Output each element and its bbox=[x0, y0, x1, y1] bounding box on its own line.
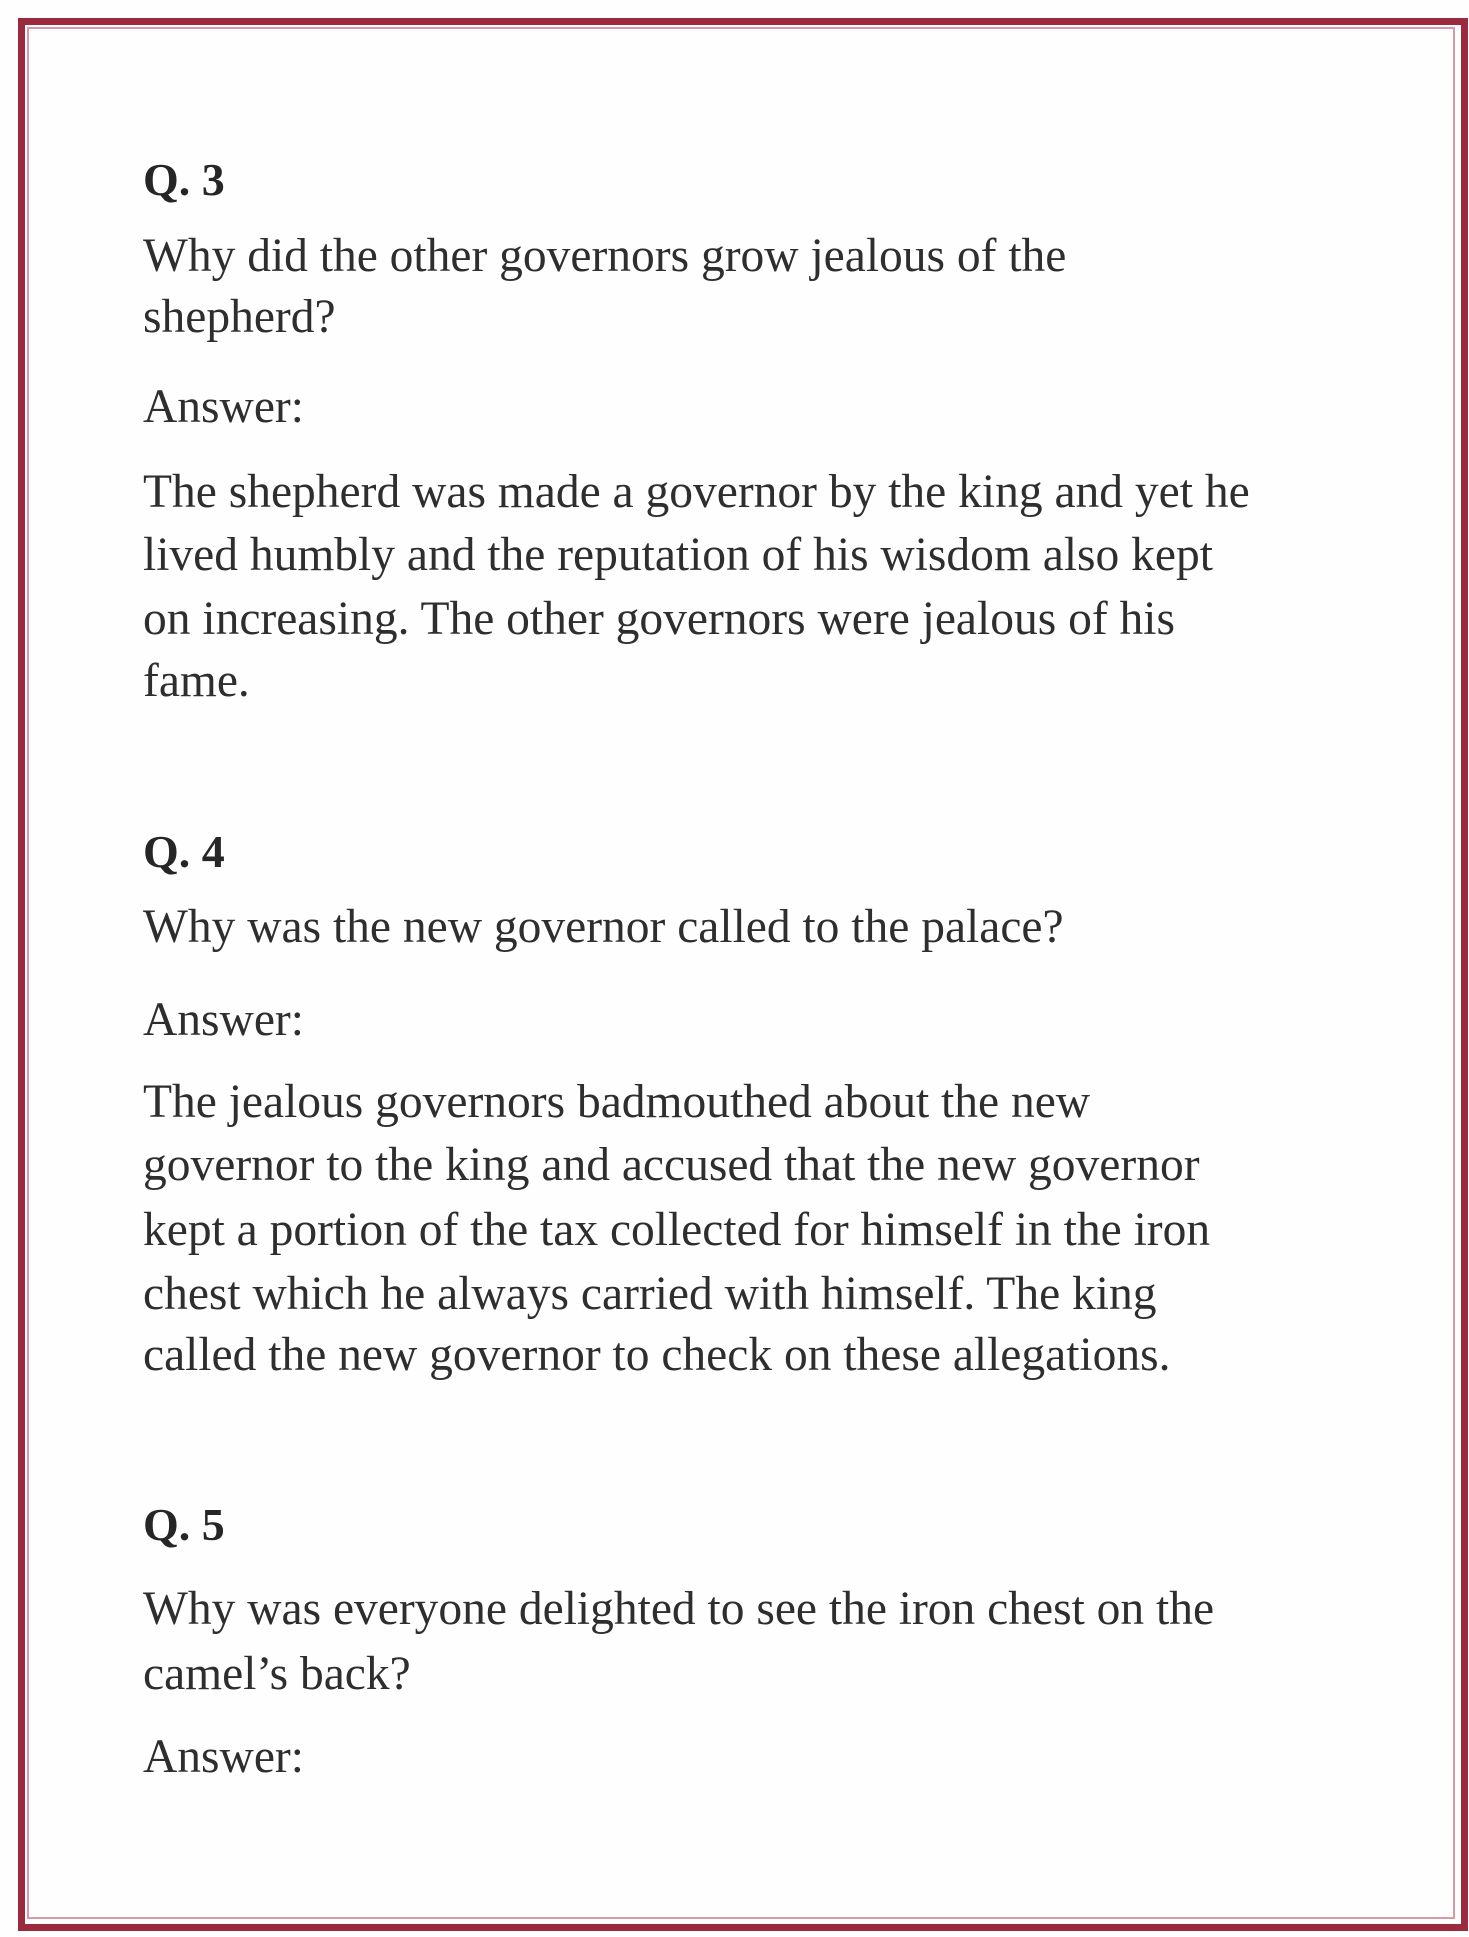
answer-text-line: kept a portion of the tax collected for himself in the iron bbox=[143, 1204, 1211, 1256]
question-number: Q. 3 bbox=[143, 154, 225, 205]
answer-text-line: fame. bbox=[143, 655, 250, 707]
answer-text-line: on increasing. The other governors were jealous of his bbox=[143, 593, 1175, 645]
question-text-line: camel’s back? bbox=[143, 1648, 411, 1700]
answer-text-line: The shepherd was made a governor by the king and yet he bbox=[143, 466, 1250, 518]
question-text-line: shepherd? bbox=[143, 291, 336, 343]
answer-label: Answer: bbox=[143, 1731, 304, 1783]
answer-text-line: chest which he always carried with himself. The king bbox=[143, 1268, 1157, 1320]
answer-text-line: lived humbly and the reputation of his wisdom also kept bbox=[143, 529, 1213, 581]
answer-text-line: The jealous governors badmouthed about the new bbox=[143, 1076, 1091, 1128]
answer-label: Answer: bbox=[143, 381, 304, 433]
question-text-line: Why was everyone delighted to see the iron chest on the bbox=[143, 1583, 1215, 1635]
answer-text-line: governor to the king and accused that the new governor bbox=[143, 1139, 1200, 1191]
question-number: Q. 4 bbox=[143, 826, 225, 877]
answer-text-line: called the new governor to check on these allegations. bbox=[143, 1329, 1171, 1381]
question-number: Q. 5 bbox=[143, 1499, 225, 1550]
answer-label: Answer: bbox=[143, 994, 304, 1046]
question-text-line: Why did the other governors grow jealous of the bbox=[143, 230, 1067, 282]
question-text-line: Why was the new governor called to the palace? bbox=[143, 901, 1064, 953]
